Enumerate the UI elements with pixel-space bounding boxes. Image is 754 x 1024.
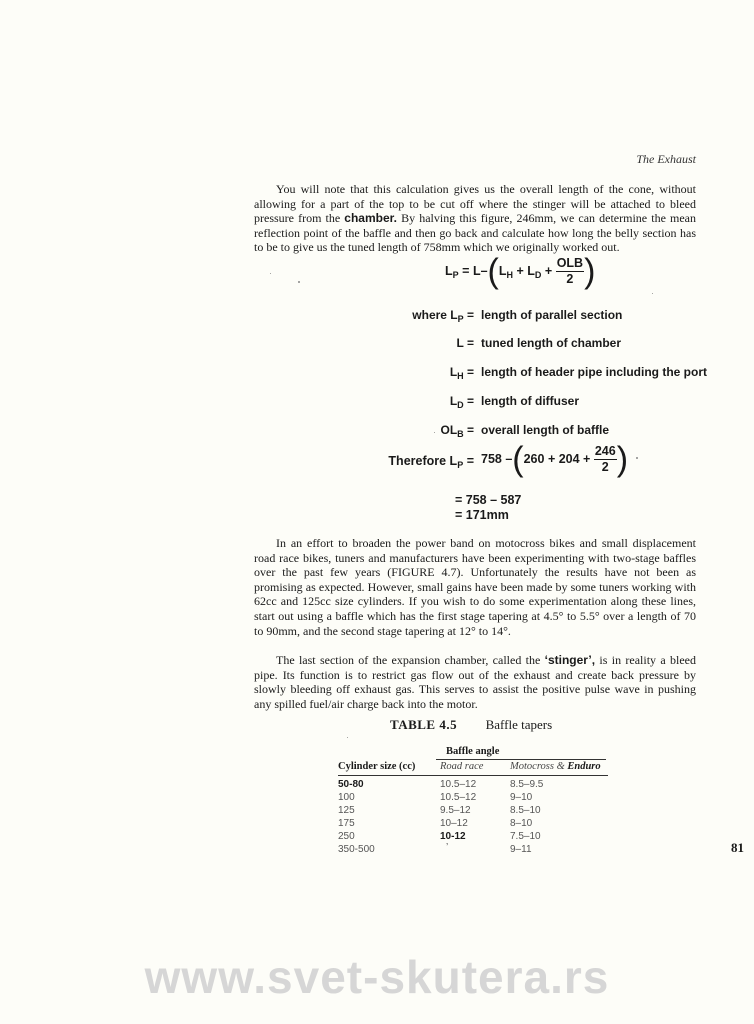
calculation-step-2: = 171mm bbox=[455, 508, 509, 522]
paragraph-intro-bold: chamber. bbox=[344, 211, 397, 226]
formula-equals: = bbox=[462, 263, 470, 278]
definition-text: length of parallel section bbox=[481, 308, 623, 322]
definition-prefix: where bbox=[412, 308, 451, 322]
table-label: TABLE 4.5 bbox=[390, 717, 458, 732]
table-cell-size: 125 bbox=[338, 805, 355, 816]
paragraph-intro bbox=[254, 182, 696, 255]
calculation-step-1: = 758 – 587 bbox=[455, 493, 522, 507]
formula-lhs-base: L bbox=[445, 263, 453, 278]
scan-speck bbox=[298, 281, 300, 283]
calculation-fraction-numerator: 246 bbox=[594, 444, 616, 458]
table-cell-moto: 7.5–10 bbox=[510, 831, 541, 842]
formula-olb-numerator: OLB bbox=[556, 256, 584, 270]
definition-symbol-base: L bbox=[450, 308, 458, 322]
paragraph-stinger bbox=[254, 653, 696, 711]
table-cell-moto: 9–10 bbox=[510, 792, 533, 803]
calculation-equals: = bbox=[466, 454, 474, 468]
formula-lhs bbox=[445, 264, 459, 278]
formula-plus-2: + bbox=[544, 263, 553, 278]
paragraph-intro-text-b: By halving this figure, 246mm, we can determine the mean reflection point of the baffle and then go back and calculate how long the belly section has to be to give us the tuned length of 758mm which we originally worked out. bbox=[254, 211, 696, 255]
table-cell-size: 350-500 bbox=[338, 844, 375, 855]
formula-minus: – bbox=[480, 263, 488, 278]
scan-speck bbox=[347, 737, 348, 738]
table-header-rule bbox=[338, 775, 608, 776]
definition-symbol-base: L bbox=[449, 365, 458, 379]
table-cell-road: 9.5–12 bbox=[440, 805, 471, 816]
definition-symbol: $L_D$ = bbox=[449, 394, 474, 410]
definition-symbol-base: L bbox=[449, 394, 458, 408]
paragraph-stinger-text-b: is in reality a bleed pipe. Its function is to restrict gas flow out of the exhaust and create back pressure by slowly bleeding off exhaust gas. This serves to assist the positive pulse wave in pushing any spilled fuel/air charge back into the motor. bbox=[254, 653, 696, 711]
running-header: The Exhaust bbox=[636, 152, 696, 166]
definition-symbol-base: OL bbox=[440, 423, 458, 437]
page-number: 81 bbox=[731, 840, 744, 855]
table-cell-moto: 8–10 bbox=[510, 818, 533, 829]
calculation-fraction-denominator: 2 bbox=[601, 460, 609, 474]
paragraph-two-stage-baffles: In an effort to broaden the power band on motocross bikes and small displacement road race bikes, tuners and manufacturers have been experimenting with two-stage baffles over the past few years (FIGURE 4.7). Unfortunately the results have not been as promising as expected. However, small gains have been made by some tuners working with 62cc and 125cc size cylinders. If you wish to do some experimentation along these lines, start out using a baffle which has the first stage tapering at 4.5° to 5.5° over a length of 70 to 90mm, and the second stage tapering at 12° to 14°. bbox=[254, 536, 696, 638]
paragraph-intro-text-a: You will note that this calculation gives us the overall length of the cone, without allowing for a part of the top to be cut off where the stinger will be attached to bleed pressure from the bbox=[254, 182, 696, 226]
formula-ld-base: L bbox=[527, 263, 535, 278]
paragraph-stinger-text-a: The last section of the expansion chamber, called the bbox=[276, 653, 545, 667]
scan-speck bbox=[636, 457, 638, 459]
table-cell-size: 100 bbox=[338, 792, 355, 803]
definition-symbol: L = bbox=[456, 336, 474, 350]
formula-open-paren: ( bbox=[487, 252, 499, 291]
definition-text: tuned length of chamber bbox=[481, 336, 622, 350]
calculation-start: 758 – bbox=[481, 451, 513, 466]
table-cell-road: 10.5–12 bbox=[440, 792, 477, 803]
table-cell-moto: 8.5–9.5 bbox=[510, 779, 544, 790]
definition-row-olb bbox=[0, 423, 754, 439]
definition-text: length of diffuser bbox=[481, 394, 579, 408]
formula-plus-1: + bbox=[516, 263, 524, 278]
scan-speck bbox=[270, 273, 271, 274]
definition-row-ld bbox=[0, 394, 754, 410]
calculation-label bbox=[388, 454, 474, 470]
table-caption bbox=[390, 717, 552, 733]
table-group-header: Baffle angle bbox=[446, 746, 500, 757]
table-cell-moto: 8.5–10 bbox=[510, 805, 541, 816]
formula-ld-sub: D bbox=[534, 269, 542, 280]
definition-text: overall length of baffle bbox=[481, 423, 610, 437]
definition-symbol: $OL_B$ = bbox=[440, 423, 474, 439]
watermark: www.svet-skutera.rs bbox=[144, 951, 610, 1003]
table-cell-size: 175 bbox=[338, 818, 355, 829]
definition-symbol-sub: D bbox=[457, 400, 464, 410]
formula-lp bbox=[445, 252, 596, 291]
definition-row-lh bbox=[0, 365, 754, 381]
formula-close-paren: ) bbox=[584, 252, 596, 291]
formula-olb-fraction bbox=[556, 256, 584, 287]
table-header-enduro-text: Enduro bbox=[567, 761, 601, 772]
table-header-motocross bbox=[510, 761, 601, 772]
table-header-cylinder: Cylinder size (cc) bbox=[338, 761, 416, 772]
definition-symbol: where $L_P$ = bbox=[412, 308, 474, 324]
table-header-motocross-text: Motocross & bbox=[510, 761, 568, 772]
table-cell-road: 10-12 bbox=[440, 831, 466, 842]
calculation-block bbox=[0, 440, 754, 488]
formula-l: L bbox=[472, 263, 481, 278]
table-header-road-race: Road race bbox=[440, 761, 484, 772]
calculation-expression bbox=[481, 440, 629, 479]
table-cell-road: 10.5–12 bbox=[440, 779, 477, 790]
definition-symbol-sub: P bbox=[457, 314, 464, 324]
calculation-label-text: Therefore L bbox=[388, 454, 458, 468]
definition-symbol-sub: B bbox=[457, 429, 464, 439]
calculation-close-paren: ) bbox=[616, 440, 629, 479]
table-cell-moto: 9–11 bbox=[510, 844, 532, 855]
table-group-rule bbox=[436, 759, 606, 760]
paragraph-stinger-bold: ‘stinger’, bbox=[544, 653, 596, 667]
formula-lhs-sub: P bbox=[452, 269, 459, 280]
calculation-fraction bbox=[594, 444, 617, 475]
formula-lh-sub: H bbox=[506, 269, 513, 280]
table-cell-road: ’ bbox=[446, 842, 449, 853]
formula-olb-denominator: 2 bbox=[566, 272, 574, 286]
definition-text: length of header pipe including the port bbox=[481, 365, 707, 379]
definition-symbol-sub: H bbox=[457, 371, 464, 381]
table-cell-road: 10–12 bbox=[440, 818, 468, 829]
definition-row-l bbox=[0, 336, 754, 352]
scan-speck bbox=[652, 293, 653, 294]
scan-speck bbox=[434, 432, 435, 433]
definition-symbol: $L_H$ = bbox=[449, 365, 474, 381]
calculation-open-paren: ( bbox=[512, 440, 524, 479]
table-cell-size: 50-80 bbox=[338, 779, 364, 790]
table-cell-size: 250 bbox=[338, 831, 355, 842]
definition-row-lp bbox=[0, 308, 754, 324]
table-title: Baffle tapers bbox=[485, 717, 553, 732]
calculation-inner: 260 + 204 + bbox=[523, 451, 591, 466]
calculation-label-sub: P bbox=[457, 460, 464, 470]
formula-lh-base: L bbox=[498, 263, 507, 278]
definition-symbol-base: L bbox=[456, 336, 464, 350]
